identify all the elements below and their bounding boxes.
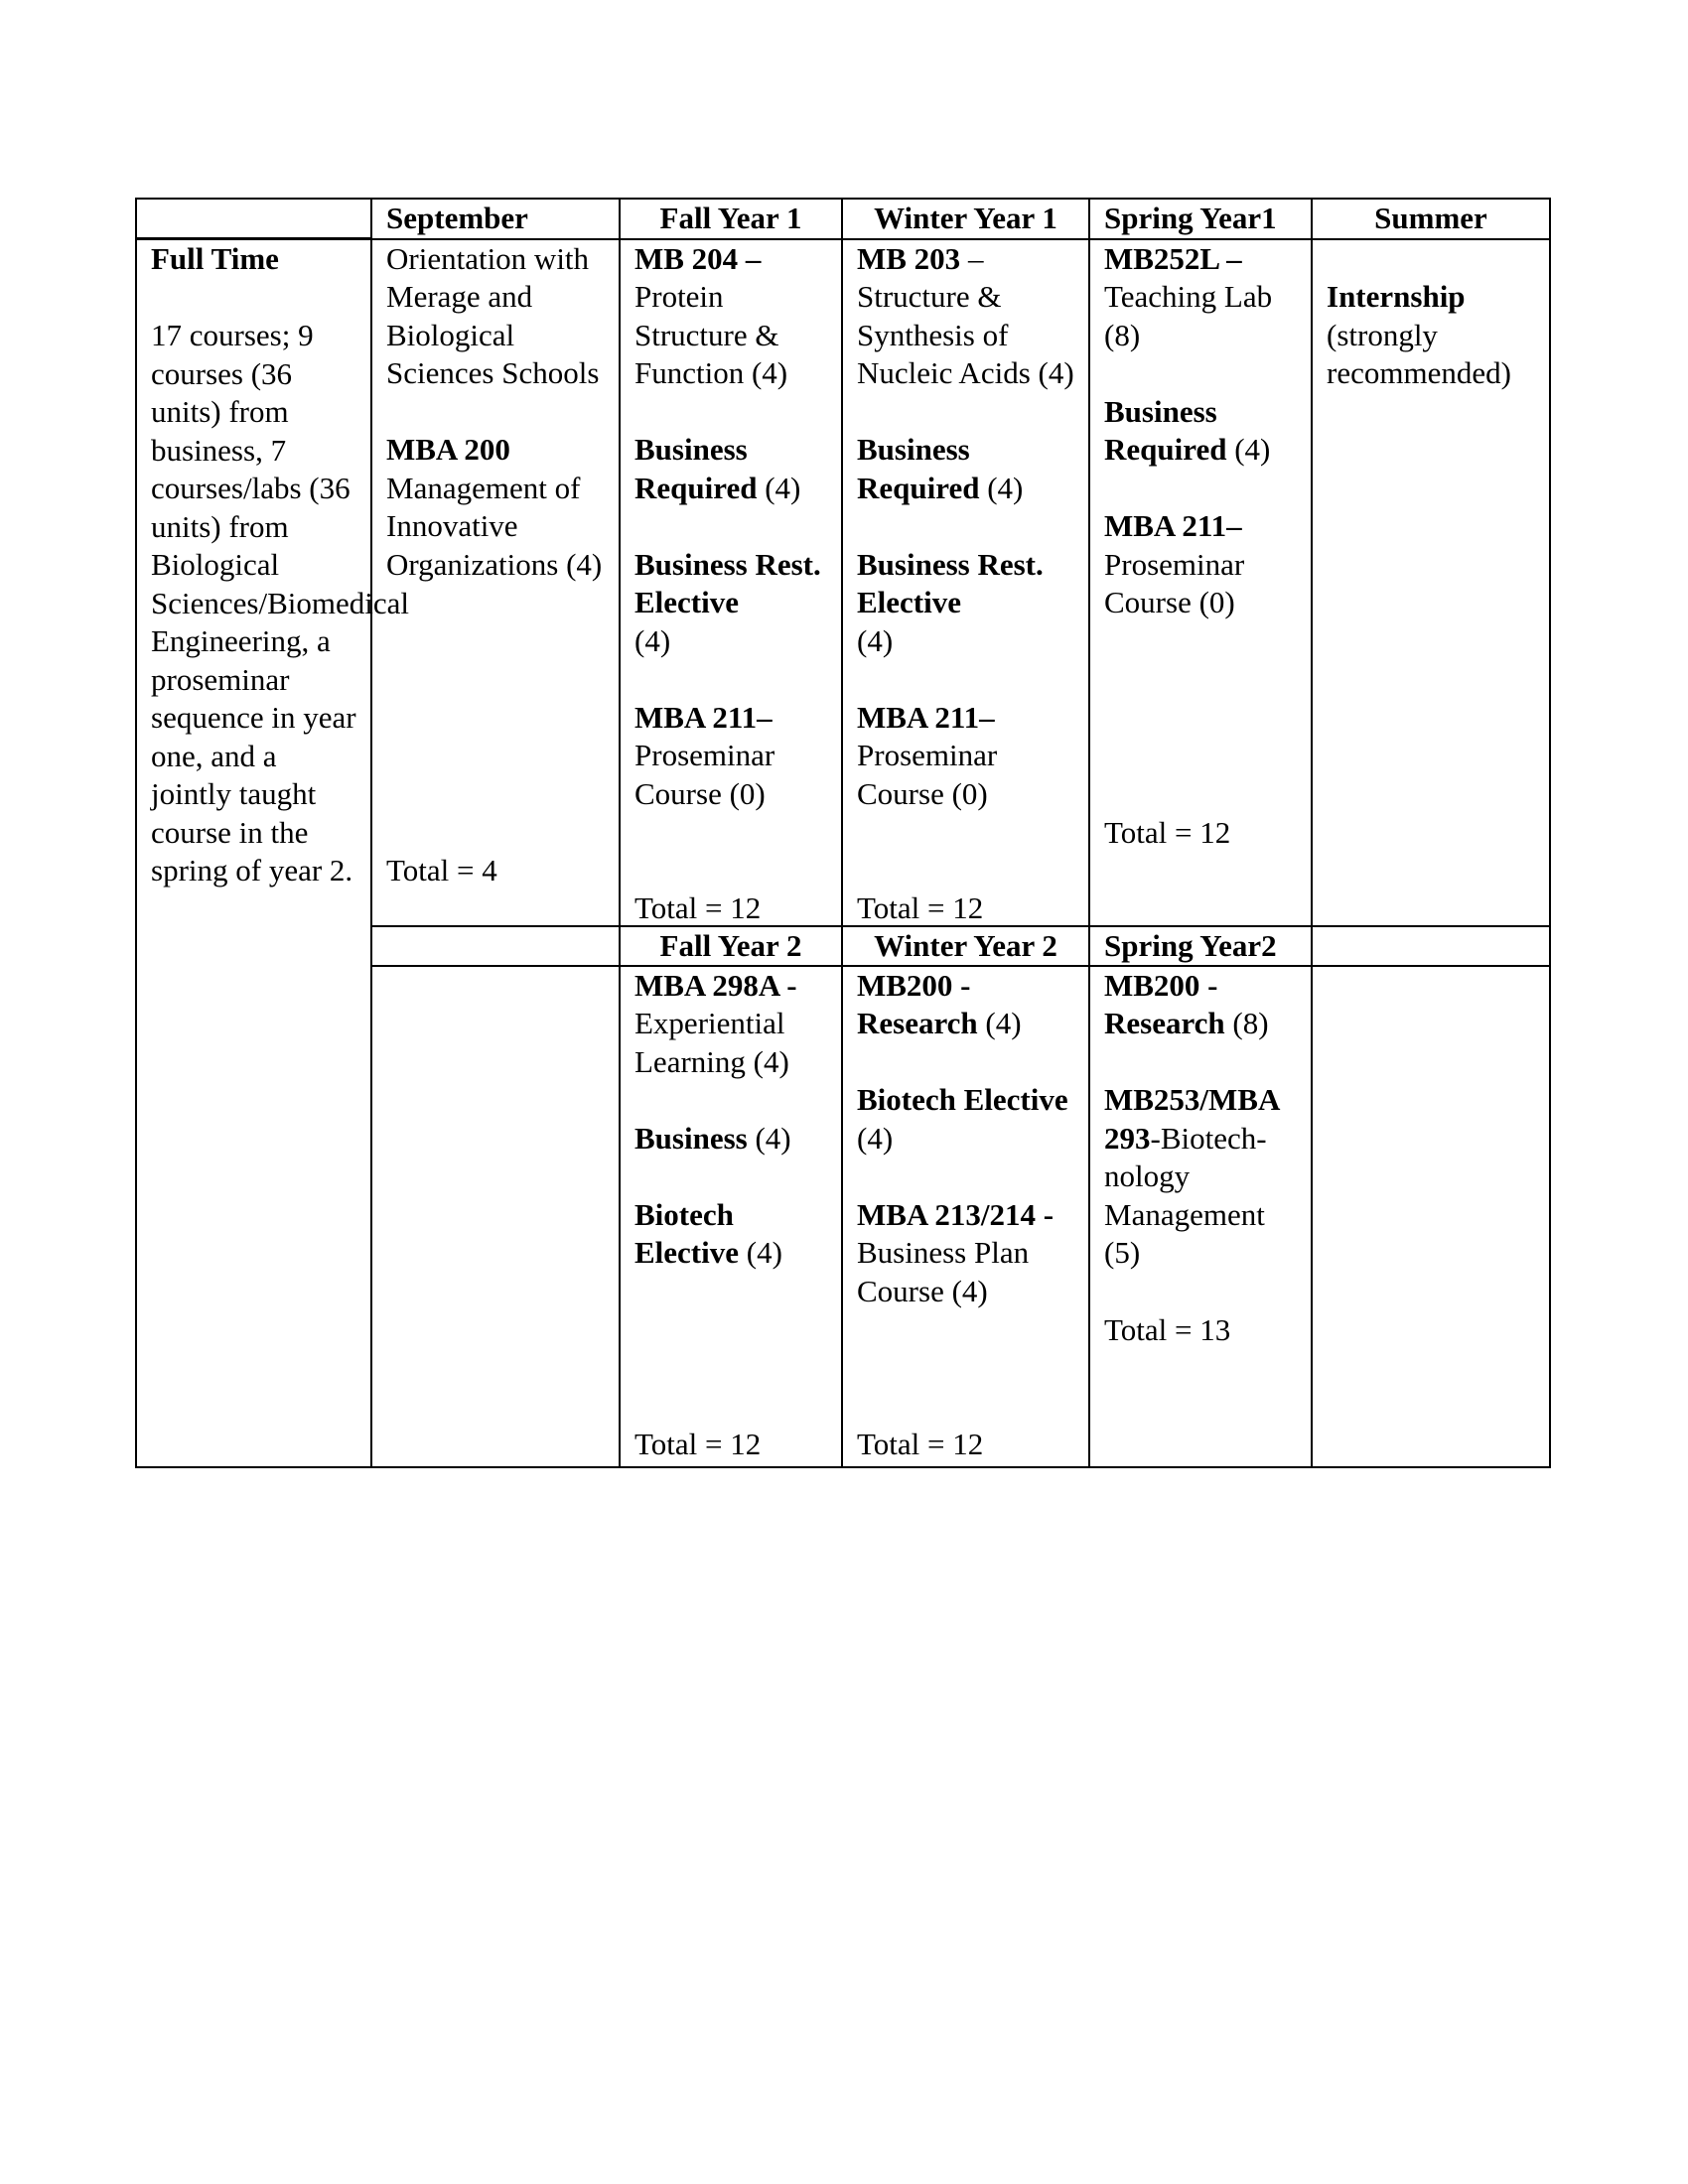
header-row-year1 [136, 199, 1550, 239]
september-total: Total = 4 [386, 852, 497, 887]
mb204-code: MB 204 – [634, 240, 762, 276]
header-fall-year2: Fall Year 2 [620, 926, 842, 966]
fall2-biotech-elective: Biotech Elective [634, 1196, 740, 1270]
mb203-desc: Structure & Synthesis of Nucleic Acids (4) [857, 279, 1074, 390]
winter-year2-cell [842, 966, 1089, 1467]
fall2-business: Business [634, 1120, 748, 1156]
spring2-research: Research [1104, 1006, 1225, 1040]
september-cell [371, 239, 620, 926]
summer-cell [1312, 239, 1550, 926]
winter1-business-rest-elective-units: (4) [857, 622, 894, 658]
fall-year2-cell [620, 966, 842, 1467]
mb252l-code: MB252L – [1104, 240, 1242, 276]
mba200-code: MBA 200 [386, 432, 510, 467]
fall2-total: Total = 12 [634, 1426, 762, 1461]
fall1-business-rest-elective: Business Rest. Elective [634, 546, 821, 619]
year2-blank-september [371, 966, 620, 1467]
fall1-mba211-code: MBA 211– [634, 699, 773, 735]
mba298a-code: MBA 298A - [634, 967, 797, 1003]
mb253-code: MB253/MBA 293 [1104, 1082, 1279, 1156]
year1-row [136, 239, 1550, 926]
header-winter-year1: Winter Year 1 [842, 199, 1089, 239]
mba213-code: MBA 213/214 - [857, 1196, 1055, 1232]
internship-label: Internship [1327, 279, 1466, 314]
winter2-research-units: (4) [977, 1006, 1022, 1040]
fall1-mba211-desc: Proseminar Course (0) [634, 738, 775, 811]
spring1-business-required-units: (4) [1226, 432, 1271, 467]
fulltime-cell [136, 239, 409, 1467]
header2-blank-september [371, 926, 620, 966]
program-schedule-table [135, 198, 1551, 1468]
winter1-business-required-units: (4) [979, 470, 1024, 505]
spring1-mba211-code: MBA 211– [1104, 508, 1242, 543]
winter-year1-cell [842, 239, 1089, 926]
header-summer: Summer [1312, 199, 1550, 239]
spring2-research-units: (8) [1224, 1006, 1269, 1040]
winter2-total: Total = 12 [857, 1426, 984, 1461]
header-spring-year1: Spring Year1 [1089, 199, 1312, 239]
spring-year2-cell [1089, 966, 1312, 1467]
winter2-biotech-elective: Biotech Elective [857, 1082, 1068, 1117]
winter2-biotech-elective-units: (4) [857, 1120, 894, 1156]
fall2-business-units: (4) [747, 1120, 791, 1156]
year2-blank-summer [1312, 966, 1550, 1467]
fulltime-description: 17 courses; 9 courses (36 units) from business, 7 courses/labs (36 units) from Biological Sciences/Biomedical Engineering, a proseminar sequence in year one, and a jointly taught course in the spring of year 2. [151, 318, 409, 887]
winter1-mba211-desc: Proseminar Course (0) [857, 738, 998, 811]
spring1-mba211-desc: Proseminar Course (0) [1104, 546, 1245, 619]
spring1-total: Total = 12 [1104, 814, 1231, 850]
winter1-mba211-code: MBA 211– [857, 699, 995, 735]
winter1-business-rest-elective: Business Rest. Elective [857, 546, 1044, 619]
header-winter-year2: Winter Year 2 [842, 926, 1089, 966]
winter1-total: Total = 12 [857, 889, 984, 925]
winter2-mb200-code: MB200 - [857, 967, 971, 1003]
internship-note: (strongly recommended) [1327, 317, 1511, 390]
header-fall-year1: Fall Year 1 [620, 199, 842, 239]
header-blank [136, 199, 371, 239]
winter2-research: Research [857, 1006, 978, 1040]
mb203-code: MB 203 [857, 240, 961, 276]
fall1-business-required: Business Required [634, 432, 758, 505]
mb204-desc: Protein Structure & Function (4) [634, 279, 788, 390]
mb203-dash: – [960, 240, 984, 276]
orientation-text: Orientation with Merage and Biological Sciences Schools [386, 240, 600, 390]
header-spring-year2: Spring Year2 [1089, 926, 1312, 966]
spring2-total: Total = 13 [1104, 1311, 1231, 1347]
fall1-business-required-units: (4) [757, 470, 801, 505]
fall2-biotech-elective-units: (4) [739, 1235, 782, 1270]
mb253-desc: -Biotech-nology Management (5) [1104, 1120, 1267, 1270]
mba213-desc: Business Plan Course (4) [857, 1235, 1030, 1308]
header-september: September [371, 199, 620, 239]
mba200-desc: Management of Innovative Organizations (4) [386, 470, 603, 582]
spring-year1-cell [1089, 239, 1312, 926]
winter1-business-required: Business Required [857, 432, 980, 505]
header2-blank-summer [1312, 926, 1550, 966]
fulltime-title: Full Time [151, 241, 279, 276]
mb252l-desc: Teaching Lab (8) [1104, 279, 1273, 352]
fall1-total: Total = 12 [634, 889, 762, 925]
spring1-business-required: Business Required [1104, 393, 1227, 467]
fall-year1-cell [620, 239, 842, 926]
mba298a-desc: Experiential Learning (4) [634, 1006, 789, 1079]
spring2-mb200-code: MB200 - [1104, 967, 1218, 1003]
fall1-business-rest-elective-units: (4) [634, 622, 671, 658]
